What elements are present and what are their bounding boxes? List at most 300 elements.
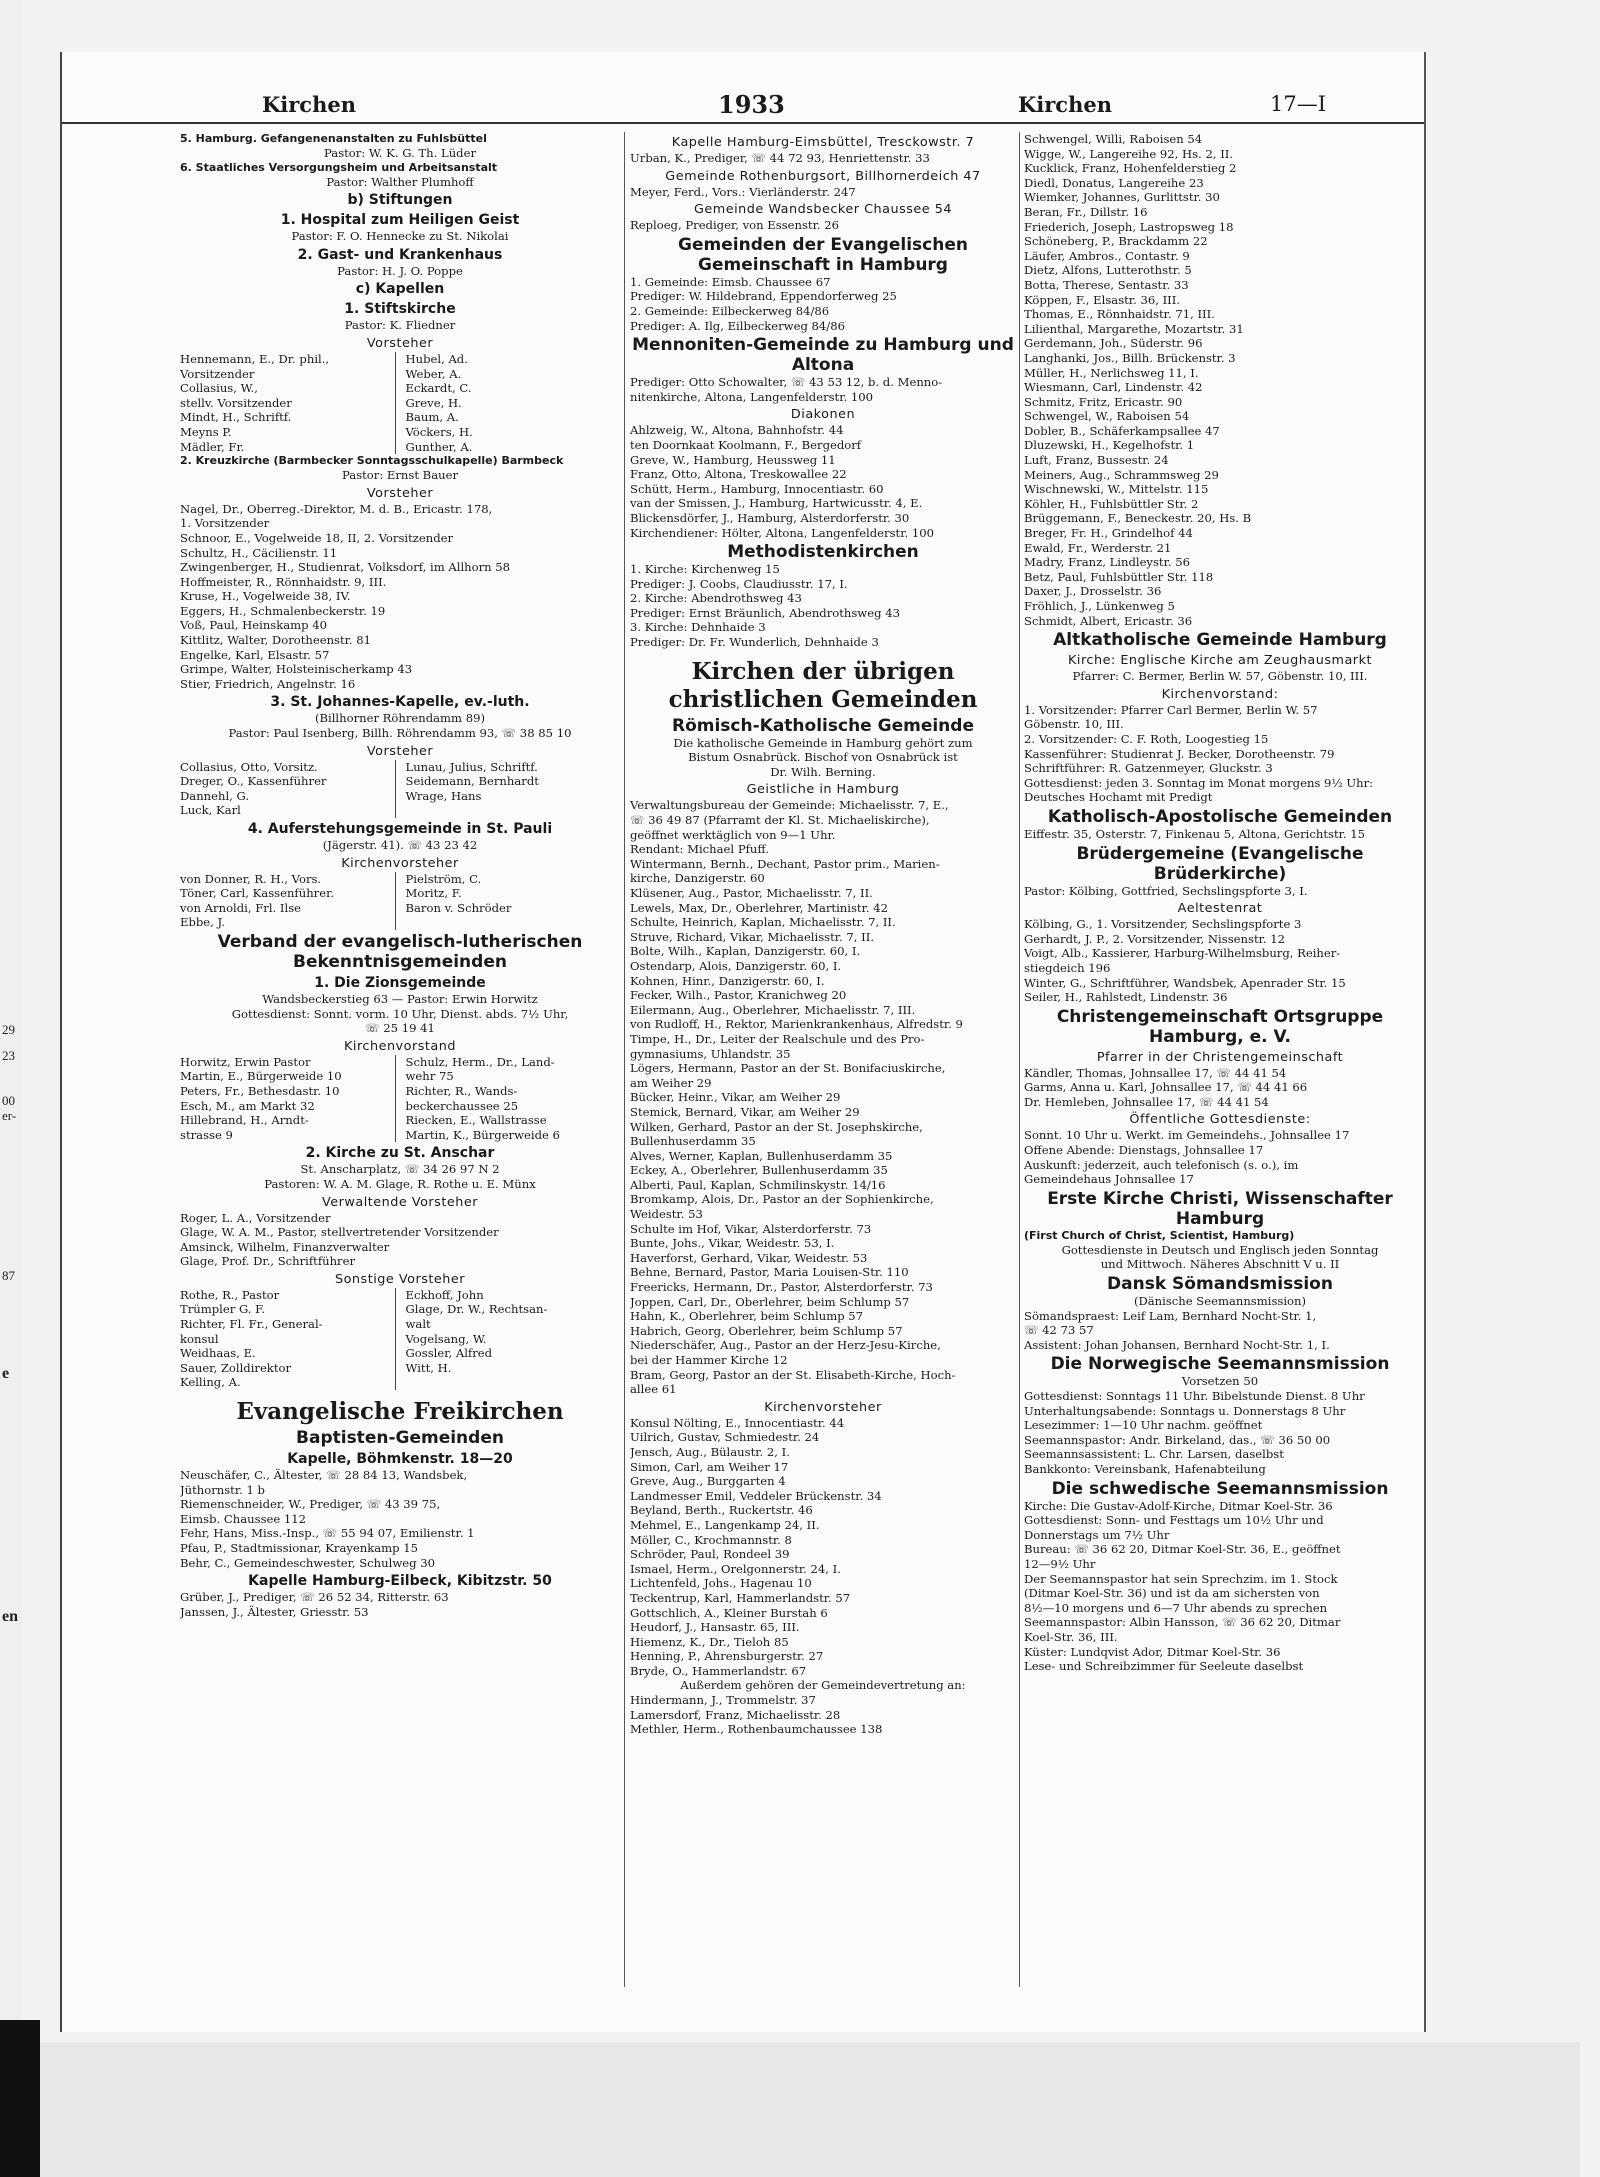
entry-line: Schultz, H., Cäcilienstr. 11: [180, 545, 338, 560]
entry-line: Kassenführer: Studienrat J. Becker, Dorotheenstr. 79: [1024, 746, 1335, 761]
entry-line: Seemannspastor: Albin Hansson, ☏ 36 62 20, Ditmar: [1024, 1615, 1341, 1630]
list-item: Collasius, W.,: [180, 381, 258, 396]
entry-line: Beyland, Berth., Ruckertstr. 46: [630, 1503, 813, 1518]
entry-line: Schriftführer: R. Gatzenmeyer, Gluckstr. 3: [1024, 761, 1273, 776]
entry-line: 2. Gemeinde: Eilbeckerweg 84/86: [630, 303, 830, 318]
centered-note: Gottesdienst: Sonnt. vorm. 10 Uhr, Dienst. abds. 7½ Uhr,: [231, 1006, 569, 1021]
entry-line: Kändler, Thomas, Johnsallee 17, ☏ 44 41 54: [1024, 1065, 1287, 1080]
entry-line: Lewels, Max, Dr., Oberlehrer, Martinistr. 42: [630, 900, 888, 915]
entry-line: Behne, Bernard, Pastor, Maria Louisen-Str. 110: [630, 1265, 909, 1280]
entry-line: Fehr, Hans, Miss.-Insp., ☏ 55 94 07, Emilienstr. 1: [180, 1526, 475, 1541]
list-item: Vogelsang, W.: [405, 1331, 487, 1346]
list-item: Vöckers, H.: [405, 424, 473, 439]
list-item: Esch, M., am Markt 32: [180, 1098, 315, 1113]
list-column: [180, 872, 396, 930]
subsection-heading: Vorsteher: [366, 743, 434, 759]
entry-line: Blickensdörfer, J., Hamburg, Alsterdorferstr. 30: [630, 510, 910, 525]
subsection-heading: Kapelle Hamburg-Eimsbüttel, Tresckowstr. 7: [671, 135, 975, 150]
centered-note: Außerdem gehören der Gemeindevertretung an:: [680, 1678, 966, 1693]
section-heading: 1. Stiftskirche: [344, 301, 456, 318]
entry-line: Daxer, J., Drosselstr. 36: [1024, 584, 1162, 599]
centered-note: ☏ 25 19 41: [365, 1021, 435, 1036]
entry-line: kirche, Danzigerstr. 60: [630, 871, 765, 886]
entry-line: Riemenschneider, W., Prediger, ☏ 43 39 75,: [180, 1497, 441, 1512]
bleed-text: en: [2, 1608, 18, 1625]
entry-line: Mehmel, E., Langenkamp 24, II.: [630, 1517, 820, 1532]
entry-line: am Weiher 29: [630, 1075, 712, 1090]
entry-line: Madry, Franz, Lindleystr. 56: [1024, 555, 1190, 570]
column-3: [1024, 132, 1416, 2012]
entry-line: Grüber, J., Prediger, ☏ 26 52 34, Ritterstr. 63: [180, 1590, 449, 1605]
list-item: beckerchaussee 25: [405, 1098, 519, 1113]
entry-line: Ewald, Fr., Werderstr. 21: [1024, 540, 1172, 555]
entry-line: (Ditmar Koel-Str. 36) und ist da am sichersten von: [1024, 1586, 1320, 1601]
entry-line: Kittlitz, Walter, Dorotheenstr. 81: [180, 633, 372, 648]
church-heading: Dansk Sömandsmission: [1107, 1274, 1333, 1295]
list-item: Töner, Carl, Kassenführer.: [180, 886, 335, 901]
header-year: 1933: [718, 90, 785, 119]
institution-heading: 5. Hamburg. Gefangenenanstalten zu Fuhlsbüttel: [180, 132, 487, 145]
list-item: Hillebrand, H., Arndt-: [180, 1113, 309, 1128]
entry-line: Dluzewski, H., Kegelhofstr. 1: [1024, 438, 1195, 453]
entry-line: Schulte im Hof, Vikar, Alsterdorferstr. 73: [630, 1221, 872, 1236]
subsection-heading: Pfarrer in der Christengemeinschaft: [1096, 1049, 1344, 1065]
entry-line: Wiesmann, Carl, Lindenstr. 42: [1024, 380, 1203, 395]
entry-line: Glage, W. A. M., Pastor, stellvertretender Vorsitzender: [180, 1225, 499, 1240]
entry-line: Jensch, Aug., Bülaustr. 2, I.: [630, 1444, 790, 1459]
bleed-text: 87: [2, 1268, 15, 1283]
entry-line: Langhanki, Jos., Billh. Brückenstr. 3: [1024, 350, 1236, 365]
subsection-heading: Aeltestenrat: [1177, 901, 1263, 917]
scan-background: [40, 2042, 1580, 2177]
list-item: Hennemann, E., Dr. phil.,: [180, 351, 330, 366]
entry-line: Henning, P., Ahrensburgerstr. 27: [630, 1649, 824, 1664]
list-item: Luck, Karl: [180, 803, 241, 818]
list-item: Eckhoff, John: [405, 1287, 484, 1302]
subsection-heading: Vorsteher: [366, 335, 434, 351]
subsection-heading: Verwaltende Vorsteher: [322, 1194, 478, 1210]
entry-line: Struve, Richard, Vikar, Michaelisstr. 7, II.: [630, 929, 875, 944]
entry-line: Kruse, H., Vogelweide 38, IV.: [180, 589, 351, 604]
list-item: Horwitz, Erwin Pastor: [180, 1054, 311, 1069]
entry-line: Hindermann, J., Trommelstr. 37: [630, 1693, 816, 1708]
entry-line: Lilienthal, Margarethe, Mozartstr. 31: [1024, 321, 1244, 336]
list-item: Gunther, A.: [405, 439, 473, 454]
entry-line: Sonnt. 10 Uhr u. Werkt. im Gemeindehs., Johnsallee 17: [1024, 1128, 1350, 1143]
entry-line: Meyer, Ferd., Vors.: Vierländerstr. 247: [630, 184, 856, 199]
church-heading: Verband der evangelisch-lutherischen Bekenntnisgemeinden: [217, 931, 583, 972]
entry-line: Greve, Aug., Burggarten 4: [630, 1474, 786, 1489]
entry-line: Lichtenfeld, Johs., Hagenau 10: [630, 1576, 812, 1591]
church-heading: Baptisten-Gemeinden: [296, 1428, 504, 1449]
entry-line: Eckey, A., Oberlehrer, Bullenhuserdamm 35: [630, 1163, 888, 1178]
column-rule: [624, 132, 625, 1987]
entry-line: Bureau: ☏ 36 62 20, Ditmar Koel-Str. 36, E., geöffnet: [1024, 1542, 1341, 1557]
entry-line: Fecker, Wilh., Pastor, Kranichweg 20: [630, 988, 847, 1003]
entry-line: Dietz, Alfons, Lutterothstr. 5: [1024, 263, 1192, 278]
institution-heading: 6. Staatliches Versorgungsheim und Arbeitsanstalt: [180, 160, 498, 174]
entry-line: Voß, Paul, Heinskamp 40: [180, 618, 328, 633]
entry-line: Roger, L. A., Vorsitzender: [180, 1210, 331, 1225]
entry-line: geöffnet werktäglich von 9—1 Uhr.: [630, 827, 836, 842]
entry-line: Schröder, Paul, Rondeel 39: [630, 1547, 790, 1562]
list-column: [406, 1288, 621, 1390]
centered-note: Pfarrer: C. Bermer, Berlin W. 57, Göbenstr. 10, III.: [1072, 669, 1368, 684]
entry-line: Janssen, J., Ältester, Griesstr. 53: [180, 1604, 369, 1619]
list-item: Greve, H.: [405, 395, 462, 410]
list-item: Baron v. Schröder: [405, 900, 512, 915]
entry-line: 1. Kirche: Kirchenweg 15: [630, 562, 780, 577]
entry-line: Kucklick, Franz, Hohenfelderstieg 2: [1024, 161, 1237, 176]
entry-line: Reploeg, Prediger, von Essenstr. 26: [630, 218, 839, 233]
entry-line: nitenkirche, Altona, Langenfelderstr. 100: [630, 389, 873, 404]
entry-line: Hahn, K., Oberlehrer, beim Schlump 57: [630, 1309, 864, 1324]
entry-line: Seiler, H., Rahlstedt, Lindenstr. 36: [1024, 990, 1228, 1005]
entry-line: Freericks, Hermann, Dr., Pastor, Alsterdorferstr. 73: [630, 1280, 933, 1295]
entry-line: Haverforst, Gerhard, Vikar, Weidestr. 53: [630, 1250, 868, 1265]
entry-line: Brüggemann, F., Beneckestr. 20, Hs. B: [1024, 511, 1252, 526]
entry-line: bei der Hammer Kirche 12: [630, 1353, 788, 1367]
list-item: Meyns P.: [180, 424, 232, 439]
section-heading: Kapelle, Böhmkenstr. 18—20: [287, 1451, 513, 1468]
entry-line: Prediger: Ernst Bräunlich, Abendrothsweg 43: [630, 605, 900, 620]
subsection-heading: Kirchenvorstand:: [1161, 686, 1279, 702]
entry-line: Engelke, Karl, Elsastr. 57: [180, 647, 330, 662]
entry-line: Gottesdienst: Sonn- und Festtags um 10½ Uhr und: [1024, 1513, 1324, 1528]
entry-line: Schmitz, Fritz, Ericastr. 90: [1024, 394, 1183, 409]
entry-line: Behr, C., Gemeindeschwester, Schulweg 30: [180, 1555, 435, 1570]
entry-line: Glage, Prof. Dr., Schriftführer: [180, 1254, 355, 1269]
church-heading: Brüdergemeine (Evangelische Brüderkirche): [1076, 843, 1364, 884]
entry-line: Bram, Georg, Pastor an der St. Elisabeth-Kirche, Hoch-: [630, 1367, 956, 1382]
entry-line: Beran, Fr., Dillstr. 16: [1024, 204, 1148, 219]
entry-line: Landmesser Emil, Veddeler Brückenstr. 34: [630, 1488, 882, 1503]
entry-line: Nagel, Dr., Oberreg.-Direktor, M. d. B., Ericastr. 178,: [180, 501, 493, 516]
entry-line: Eiffestr. 35, Osterstr. 7, Finkenau 5, Altona, Gerichtstr. 15: [1024, 826, 1365, 841]
entry-line: 1. Gemeinde: Eimsb. Chaussee 67: [630, 274, 831, 289]
subsection-heading: Kirchenvorstand: [344, 1038, 456, 1054]
entry-line: Jüthornstr. 1 b: [180, 1482, 265, 1497]
list-item: Witt, H.: [405, 1360, 452, 1375]
entry-line: Teckentrup, Karl, Hammerlandstr. 57: [630, 1590, 851, 1605]
bleed-text: 29: [2, 1022, 15, 1037]
entry-line: Gemeindehaus Johnsallee 17: [1024, 1172, 1194, 1187]
entry-line: Köppen, F., Elsastr. 36, III.: [1024, 292, 1180, 307]
list-item: Richter, Fl. Fr., General-: [180, 1317, 323, 1332]
list-column: [180, 1288, 396, 1390]
entry-line: Bücker, Heinr., Vikar, am Weiher 29: [630, 1090, 841, 1105]
entry-line: Auskunft: jederzeit, auch telefonisch (s. o.), im: [1024, 1157, 1299, 1172]
entry-line: Ostendarp, Alois, Danzigerstr. 60, I.: [630, 958, 842, 973]
centered-note: (Jägerstr. 41). ☏ 43 23 42: [322, 838, 478, 852]
list-item: von Arnoldi, Frl. Ilse: [180, 900, 302, 915]
entry-line: Sömandspraest: Leif Lam, Bernhard Nocht-Str. 1,: [1024, 1308, 1317, 1323]
section-heading: c) Kapellen: [355, 281, 445, 298]
entry-line: Meiners, Aug., Schrammsweg 29: [1024, 467, 1219, 482]
subsection-heading: Gemeinde Wandsbecker Chaussee 54: [693, 202, 953, 218]
entry-line: Lese- und Schreibzimmer für Seeleute daselbst: [1024, 1659, 1304, 1674]
column-rule: [1019, 132, 1020, 1987]
centered-note: Pastor: W. K. G. Th. Lüder: [324, 146, 476, 160]
entry-line: 8½—10 morgens und 6—7 Uhr abends zu sprechen: [1024, 1600, 1328, 1615]
entry-line: 12—9½ Uhr: [1024, 1556, 1096, 1571]
list-item: Seidemann, Bernhardt: [405, 774, 539, 789]
section-heading: Kapelle Hamburg-Eilbeck, Kibitzstr. 50: [248, 1573, 552, 1590]
list-item: Rothe, R., Pastor: [180, 1287, 280, 1302]
church-heading: Christengemeinschaft Ortsgruppe Hamburg, e. V.: [1056, 1006, 1384, 1047]
entry-line: Friederich, Joseph, Lastropsweg 18: [1024, 219, 1234, 234]
subsection-heading: Sonstige Vorsteher: [334, 1271, 466, 1287]
bleed-text: 23: [2, 1048, 15, 1063]
entry-line: Schmidt, Albert, Ericastr. 36: [1024, 613, 1193, 628]
entry-line: Grimpe, Walter, Holsteinischerkamp 43: [180, 662, 413, 677]
list-item: Mindt, H., Schriftf.: [180, 410, 292, 425]
entry-line: Schöneberg, P., Brackdamm 22: [1024, 234, 1208, 249]
subsection-heading: Kirche: Englische Kirche am Zeughausmarkt: [1068, 653, 1372, 669]
header-page-number: 17—I: [1270, 92, 1327, 116]
list-item: [406, 803, 621, 818]
entry-line: Rendant: Michael Pfuff.: [630, 842, 769, 857]
church-heading: Gemeinden der Evangelischen Gemeinschaft in Hamburg: [678, 234, 968, 275]
column-1: [180, 132, 620, 2012]
entry-line: Gottesdienst: jeden 3. Sonntag im Monat morgens 9½ Uhr:: [1024, 775, 1374, 790]
list-item: Weber, A.: [405, 366, 462, 381]
list-item: Schulz, Herm., Dr., Land-: [405, 1054, 555, 1069]
entry-line: ☏ 36 49 87 (Pfarramt der Kl. St. Michaeliskirche),: [630, 813, 930, 828]
entry-line: Lögers, Hermann, Pastor an der St. Bonifaciuskirche,: [630, 1061, 946, 1076]
entry-line: Kirchendiener: Hölter, Altona, Langenfelderstr. 100: [630, 525, 934, 540]
entry-line: Konsul Nölting, E., Innocentiastr. 44: [630, 1415, 845, 1430]
list-item: Eckardt, C.: [405, 381, 472, 396]
entry-line: Betz, Paul, Fuhlsbüttler Str. 118: [1024, 569, 1214, 584]
entry-line: gymnasiums, Uhlandstr. 35: [630, 1046, 791, 1061]
subsection-heading: Vorsteher: [366, 485, 434, 501]
centered-note: Pastor: Ernst Bauer: [342, 468, 458, 483]
centered-note: Dr. Wilh. Berning.: [770, 764, 876, 779]
list-item: Weidhaas, E.: [180, 1346, 256, 1361]
entry-line: Gerdemann, Joh., Süderstr. 96: [1024, 336, 1203, 351]
entry-line: Kirche: Die Gustav-Adolf-Kirche, Ditmar Koel-Str. 36: [1024, 1498, 1333, 1513]
entry-line: Garms, Anna u. Karl, Johnsallee 17, ☏ 44 41 66: [1024, 1080, 1308, 1095]
list-item: Trümpler G. F.: [180, 1302, 266, 1317]
entry-line: Franz, Otto, Altona, Treskowallee 22: [630, 467, 847, 482]
list-column: [180, 1055, 396, 1143]
section-heading: 4. Auferstehungsgemeinde in St. Pauli: [247, 821, 553, 837]
list-column: [180, 352, 396, 454]
entry-line: Urban, K., Prediger, ☏ 44 72 93, Henriettenstr. 33: [630, 151, 930, 165]
entry-line: 2. Vorsitzender: C. F. Roth, Loogestieg 15: [1024, 731, 1269, 746]
entry-line: Gottesdienst: Sonntags 11 Uhr. Bibelstunde Dienst. 8 Uhr: [1024, 1389, 1365, 1403]
list-item: Moritz, F.: [405, 886, 462, 901]
entry-line: Unterhaltungsabende: Sonntags u. Donnerstags 8 Uhr: [1024, 1403, 1346, 1418]
church-heading: Römisch-Katholische Gemeinde: [672, 715, 974, 736]
header-left-title: Kirchen: [262, 92, 356, 117]
entry-line: Amsinck, Wilhelm, Finanzverwalter: [180, 1239, 390, 1254]
list-item: [406, 1375, 621, 1390]
entry-line: Pastor: Kölbing, Gottfried, Sechslingspforte 3, I.: [1024, 883, 1308, 898]
church-heading: Die schwedische Seemannsmission: [1051, 1478, 1389, 1499]
list-item: Sauer, Zolldirektor: [180, 1360, 292, 1375]
entry-line: Assistent: Johan Johansen, Bernhard Nocht-Str. 1, I.: [1024, 1337, 1330, 1352]
list-item: Vorsitzender: [180, 366, 255, 381]
entry-line: Eimsb. Chaussee 112: [180, 1511, 307, 1526]
entry-line: ten Doornkaat Koolmann, F., Bergedorf: [630, 437, 862, 452]
entry-line: Küster: Lundqvist Ador, Ditmar Koel-Str. 36: [1024, 1644, 1281, 1659]
list-item: stellv. Vorsitzender: [180, 395, 292, 410]
bleed-text: 00: [2, 1093, 15, 1108]
entry-line: van der Smissen, J., Hamburg, Hartwicusstr. 4, E.: [630, 496, 923, 511]
bleed-text: er-: [2, 1108, 17, 1123]
bleed-text: e: [2, 1365, 10, 1382]
scan-edge: [0, 2020, 40, 2177]
centered-note: Pastor: Paul Isenberg, Billh. Röhrendamm 93, ☏ 38 85 10: [228, 726, 572, 741]
entry-line: Simon, Carl, am Weiher 17: [630, 1459, 789, 1474]
entry-line: Bankkonto: Vereinsbank, Hafenabteilung: [1024, 1461, 1266, 1476]
entry-line: 1. Vorsitzender: [180, 516, 270, 531]
list-column: [406, 760, 621, 818]
list-item: walt: [405, 1317, 431, 1332]
entry-line: Prediger: Otto Schowalter, ☏ 43 53 12, b. d. Menno-: [630, 375, 943, 390]
two-column-list: [180, 1288, 620, 1390]
subsection-heading: Gemeinde Rothenburgsort, Billhornerdeich 47: [665, 168, 981, 184]
entry-line: Wintermann, Bernh., Dechant, Pastor prim., Marien-: [630, 856, 940, 871]
section-heading: 2. Kirche zu St. Anschar: [305, 1145, 495, 1162]
church-heading: Erste Kirche Christi, Wissenschafter Hamburg: [1047, 1188, 1393, 1229]
entry-line: Zwingenberger, H., Studienrat, Volksdorf, im Allhorn 58: [180, 560, 511, 575]
entry-line: Möller, C., Krochmannstr. 8: [630, 1532, 792, 1547]
centered-note: Gottesdienste in Deutsch und Englisch jeden Sonntag: [1061, 1242, 1379, 1257]
entry-line: Thomas, E., Rönnhaidstr. 71, III.: [1024, 307, 1215, 322]
list-item: Dannehl, G.: [180, 788, 250, 803]
subsection-heading: Kirchenvorsteher: [764, 1399, 882, 1415]
entry-line: Schnoor, E., Vogelweide 18, II, 2. Vorsitzender: [180, 530, 454, 545]
centered-note: (Billhorner Röhrendamm 89): [314, 711, 486, 726]
entry-line: Prediger: Dr. Fr. Wunderlich, Dehnhaide 3: [630, 635, 879, 650]
entry-line: Gerhardt, J. P., 2. Vorsitzender, Nissenstr. 12: [1024, 931, 1285, 946]
entry-line: Prediger: A. Ilg, Eilbeckerweg 84/86: [630, 318, 845, 333]
entry-line: Eggers, H., Schmalenbeckerstr. 19: [180, 603, 386, 618]
entry-line: Deutsches Hochamt mit Predigt: [1024, 790, 1213, 805]
section-heading: b) Stiftungen: [347, 192, 453, 209]
church-heading: Methodistenkirchen: [727, 542, 919, 563]
entry-line: Göbenstr. 10, III.: [1024, 717, 1124, 732]
list-item: Richter, R., Wands-: [405, 1083, 518, 1098]
entry-line: Müller, H., Nerlichsweg 11, I.: [1024, 365, 1199, 380]
list-column: [406, 1055, 621, 1143]
centered-note: Pastor: Walther Plumhoff: [326, 174, 474, 189]
subsection-heading: Kirchenvorsteher: [341, 855, 459, 871]
church-heading: Katholisch-Apostolische Gemeinden: [1047, 806, 1393, 827]
institution-heading: (First Church of Christ, Scientist, Hamburg): [1024, 1228, 1295, 1242]
entry-line: Weidestr. 53: [630, 1207, 703, 1222]
centered-note: Pastor: F. O. Hennecke zu St. Nikolai: [291, 229, 509, 244]
centered-note: Die katholische Gemeinde in Hamburg gehört zum: [673, 735, 973, 750]
list-item: Gossler, Alfred: [405, 1346, 493, 1361]
entry-line: Neuschäfer, C., Ältester, ☏ 28 84 13, Wandsbek,: [180, 1468, 468, 1483]
page-header: [62, 88, 1424, 124]
centered-note: St. Anscharplatz, ☏ 34 26 97 N 2: [300, 1162, 500, 1177]
entry-line: allee 61: [630, 1382, 677, 1397]
list-item: konsul: [180, 1331, 219, 1346]
list-item: Hubel, Ad.: [405, 351, 468, 366]
entry-line: Verwaltungsbureau der Gemeinde: Michaelisstr. 7, E.,: [630, 798, 949, 813]
entry-line: Hiemenz, K., Dr., Tieloh 85: [630, 1634, 789, 1649]
entry-line: Fröhlich, J., Lünkenweg 5: [1024, 599, 1175, 613]
entry-line: Seemannsassistent: L. Chr. Larsen, daselbst: [1024, 1447, 1284, 1462]
entry-line: Der Seemannspastor hat sein Sprechzim. im 1. Stock: [1024, 1571, 1338, 1586]
entry-line: Ismael, Herm., Orelgonnerstr. 24, I.: [630, 1561, 841, 1576]
entry-line: Wigge, W., Langereihe 92, Hs. 2, II.: [1024, 146, 1234, 161]
section-heading: 3. St. Johannes-Kapelle, ev.-luth.: [270, 694, 530, 711]
entry-line: Ahlzweig, W., Altona, Bahnhofstr. 44: [630, 423, 844, 438]
list-column: [406, 352, 621, 454]
entry-line: Donnerstags um 7½ Uhr: [1024, 1527, 1170, 1542]
entry-line: Schwengel, Willi, Raboisen 54: [1024, 132, 1203, 146]
entry-line: Gottschlich, A., Kleiner Burstah 6: [630, 1605, 828, 1620]
list-item: Kelling, A.: [180, 1375, 241, 1390]
entry-line: Koel-Str. 36, III.: [1024, 1629, 1118, 1644]
entry-line: Schütt, Herm., Hamburg, Innocentiastr. 60: [630, 481, 884, 496]
list-item: strasse 9: [180, 1127, 233, 1142]
entry-line: Prediger: J. Coobs, Claudiusstr. 17, I.: [630, 576, 848, 591]
entry-line: Niederschäfer, Aug., Pastor an der Herz-Jesu-Kirche,: [630, 1338, 941, 1353]
centered-note: Bistum Osnabrück. Bischof von Osnabrück ist: [688, 750, 958, 765]
entry-line: 1. Vorsitzender: Pfarrer Carl Bermer, Berlin W. 57: [1024, 702, 1318, 717]
list-item: Pielström, C.: [405, 871, 482, 886]
list-item: Lunau, Julius, Schriftf.: [405, 759, 538, 774]
entry-line: Bullenhuserdamm 35: [630, 1134, 756, 1149]
centered-note: Pastoren: W. A. M. Glage, R. Rothe u. E. Münx: [264, 1176, 536, 1191]
list-item: Wrage, Hans: [405, 788, 482, 803]
section-heading: 2. Gast- und Krankenhaus: [297, 246, 503, 263]
entry-line: Läufer, Ambros., Contastr. 9: [1024, 248, 1190, 263]
list-item: Ebbe, J.: [180, 915, 225, 930]
section-heading: 1. Hospital zum Heiligen Geist: [280, 212, 520, 229]
entry-line: Klüsener, Aug., Pastor, Michaelisstr. 7, II.: [630, 886, 873, 900]
entry-line: Kohnen, Hinr., Danzigerstr. 60, I.: [630, 973, 825, 988]
entry-line: Habrich, Georg, Oberlehrer, beim Schlump 57: [630, 1323, 903, 1338]
entry-line: Dobler, B., Schäferkampsallee 47: [1024, 423, 1220, 438]
centered-note: und Mittwoch. Näheres Abschnitt V u. II: [1100, 1257, 1340, 1272]
entry-line: Seemannspastor: Andr. Birkeland, das., ☏ 36 50 00: [1024, 1432, 1331, 1447]
centered-note: Pastor: H. J. O. Poppe: [337, 263, 463, 278]
centered-note: Vorsetzen 50: [1181, 1374, 1259, 1389]
entry-line: Timpe, H., Dr., Leiter der Realschule und des Pro-: [630, 1031, 925, 1046]
two-column-list: [180, 872, 620, 930]
entry-line: Offene Abende: Dienstags, Johnsallee 17: [1024, 1143, 1264, 1158]
entry-line: Bryde, O., Hammerlandstr. 67: [630, 1663, 807, 1678]
entry-line: Luft, Franz, Bussestr. 24: [1024, 453, 1169, 468]
entry-line: ☏ 42 73 57: [1024, 1323, 1094, 1338]
list-item: von Donner, R. H., Vors.: [180, 871, 322, 886]
scan-margin: [0, 0, 22, 2177]
list-item: Collasius, Otto, Vorsitz.: [180, 759, 318, 774]
list-item: Baum, A.: [405, 410, 459, 425]
column-2: [630, 132, 1016, 2012]
entry-line: 2. Kirche: Abendrothsweg 43: [630, 591, 802, 606]
entry-line: Voigt, Alb., Kassierer, Harburg-Wilhelmsburg, Reiher-: [1024, 946, 1341, 961]
major-heading: Evangelische Freikirchen: [236, 1398, 564, 1426]
entry-line: Schulte, Heinrich, Kaplan, Michaelisstr. 7, II.: [630, 915, 896, 930]
list-item: Martin, K., Bürgerweide 6: [405, 1127, 560, 1142]
two-column-list: [180, 1055, 620, 1143]
entry-line: stiegdeich 196: [1024, 960, 1111, 975]
directory-page: [60, 52, 1426, 2032]
subsection-heading: Diakonen: [790, 407, 856, 423]
subsection-heading: Geistliche in Hamburg: [746, 782, 900, 798]
entry-line: Wischnewski, W., Mittelstr. 115: [1024, 482, 1209, 497]
two-column-list: [180, 352, 620, 454]
